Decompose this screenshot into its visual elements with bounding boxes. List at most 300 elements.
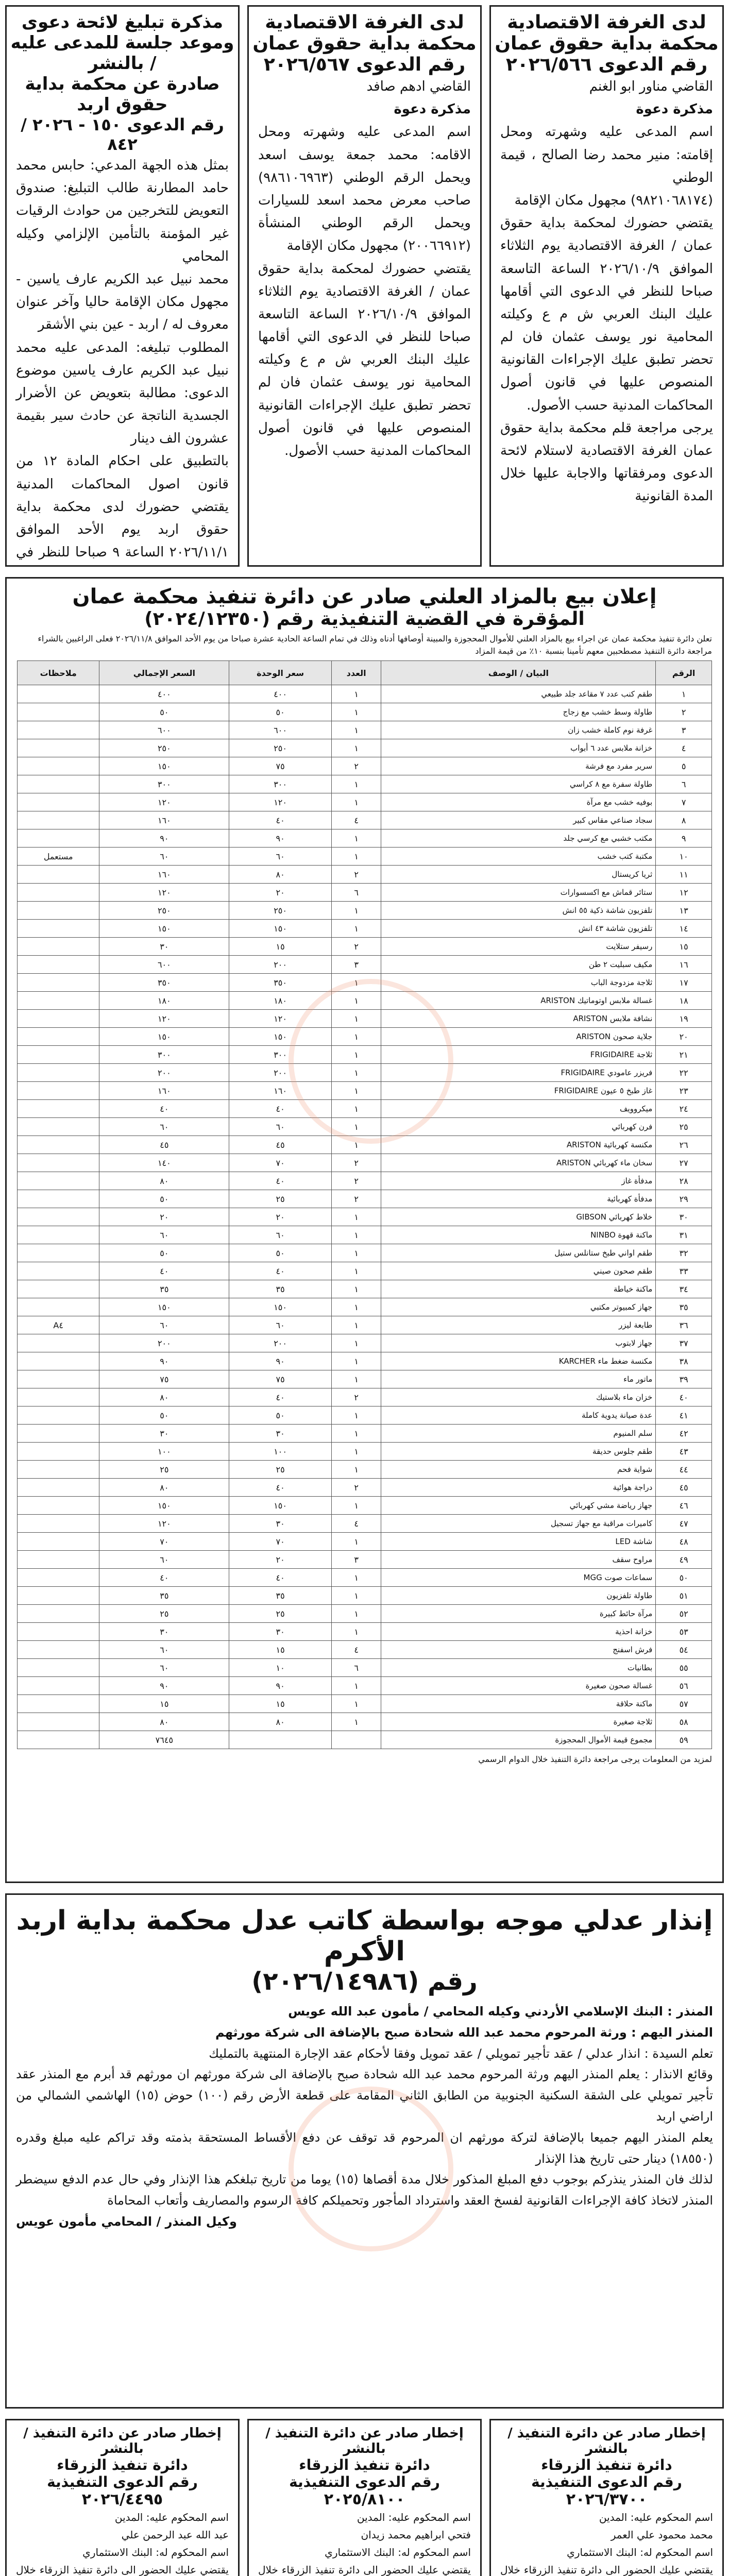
item-total-cell: ١٥٠: [99, 757, 229, 775]
item-notes-cell: [18, 1641, 99, 1659]
item-quantity-cell: ٣: [331, 956, 381, 974]
execution-paragraph: يقتضي عليك الحضور الى دائرة تنفيذ الزرقاء خلال: [500, 2564, 713, 2576]
item-total-cell: ١٢٠: [99, 793, 229, 811]
item-total-cell: ٦٠: [99, 848, 229, 866]
item-unit-price-cell: ٥٠: [229, 1406, 332, 1425]
item-number-cell: ٢: [656, 703, 712, 721]
item-quantity-cell: ١: [331, 1406, 381, 1425]
item-notes-cell: [18, 1226, 99, 1244]
item-number-cell: ١٢: [656, 884, 712, 902]
item-unit-price-cell: ١٢٠: [229, 793, 332, 811]
item-unit-price-cell: ٥٠: [229, 703, 332, 721]
table-row: [18, 1172, 712, 1190]
item-quantity-cell: ١: [331, 992, 381, 1010]
item-quantity-cell: ٢: [331, 866, 381, 884]
item-notes-cell: [18, 1046, 99, 1064]
item-total-cell: ٤٠٠: [99, 685, 229, 703]
item-description-cell: جهاز كمبيوتر مكتبي: [381, 1298, 656, 1316]
item-quantity-cell: ١: [331, 1497, 381, 1515]
item-quantity-cell: ١: [331, 1605, 381, 1623]
item-quantity-cell: ١: [331, 1244, 381, 1262]
execution-notice-1: [489, 2419, 724, 2576]
watermark-ring: [289, 2087, 453, 2251]
warning-paragraph: لذلك فان المنذر ينذركم بوجوب دفع المبلغ المذكور خلال مدة أقصاها (١٥) يوما من تاريخ تبلغكم هذا الإنذار وفي حال عدم الدفع سيضطر المنذر لاتخاذ كافة الإجراءات القانونية لفسخ العقد واسترداد المأجور وتحميلكم كافة الرسوم والمصاريف وأتعاب المحاماة: [16, 2172, 713, 2208]
execution-department: دائرة تنفيذ الزرقاء: [541, 2456, 672, 2473]
item-unit-price-cell: ٤٠: [229, 1569, 332, 1587]
execution-paragraph: يقتضي عليك الحضور الى دائرة تنفيذ الزرقاء خلال: [16, 2564, 229, 2576]
item-total-cell: ٦٠٠: [99, 721, 229, 739]
item-description-cell: طاولة وسط خشب مع زجاج: [381, 703, 656, 721]
item-number-cell: ٥: [656, 757, 712, 775]
table-row: [18, 1659, 712, 1677]
item-description-cell: طقم صحون صيني: [381, 1262, 656, 1280]
item-unit-price-cell: ١٥: [229, 1695, 332, 1713]
item-notes-cell: [18, 1190, 99, 1208]
item-description-cell: دراجة هوائية: [381, 1479, 656, 1497]
table-row: [18, 703, 712, 721]
item-total-cell: ٦٠: [99, 1641, 229, 1659]
table-row: [18, 1226, 712, 1244]
execution-paragraph: اسم المحكوم له: البنك الاستثماري: [82, 2546, 229, 2558]
item-quantity-cell: ٢: [331, 1190, 381, 1208]
item-notes-cell: [18, 1497, 99, 1515]
judge-name: القاضي ادهم صافد: [366, 79, 471, 94]
item-total-cell: ٢٥٠: [99, 739, 229, 757]
item-quantity-cell: ١: [331, 1280, 381, 1298]
table-row: [18, 1370, 712, 1388]
table-header-row: [18, 661, 712, 685]
item-quantity-cell: ١: [331, 1046, 381, 1064]
table-row: [18, 1587, 712, 1605]
item-description-cell: خزانة احذية: [381, 1623, 656, 1641]
item-description-cell: مجموع قيمة الأموال المحجوزة: [381, 1731, 656, 1749]
item-description-cell: بطانيات: [381, 1659, 656, 1677]
execution-paragraph: اسم المحكوم عليه: المدين: [114, 2511, 229, 2523]
item-description-cell: ستائر قماش مع اكسسوارات: [381, 884, 656, 902]
item-number-cell: ٦: [656, 775, 712, 793]
item-notes-cell: مستعمل: [18, 848, 99, 866]
item-notes-cell: [18, 1605, 99, 1623]
item-description-cell: مكنسة كهربائية ARISTON: [381, 1136, 656, 1154]
item-notes-cell: A٤: [18, 1316, 99, 1334]
table-row: [18, 1334, 712, 1352]
item-quantity-cell: ١: [331, 1136, 381, 1154]
table-row: [18, 1569, 712, 1587]
item-total-cell: ٥٠: [99, 703, 229, 721]
item-quantity-cell: ١: [331, 1623, 381, 1641]
item-total-cell: ١٦٠: [99, 811, 229, 829]
item-number-cell: ١١: [656, 866, 712, 884]
item-quantity-cell: ١: [331, 739, 381, 757]
item-unit-price-cell: ١٠: [229, 1659, 332, 1677]
item-description-cell: سرير مفرد مع فرشة: [381, 757, 656, 775]
item-notes-cell: [18, 1100, 99, 1118]
item-notes-cell: [18, 902, 99, 920]
item-unit-price-cell: ٤٠: [229, 811, 332, 829]
item-unit-price-cell: ٣٥: [229, 1587, 332, 1605]
item-description-cell: مرآة حائط كبيرة: [381, 1605, 656, 1623]
item-total-cell: ٣٠٠: [99, 775, 229, 793]
item-description-cell: طابعة ليزر: [381, 1316, 656, 1334]
item-number-cell: ٤١: [656, 1406, 712, 1425]
item-number-cell: ٩: [656, 829, 712, 848]
table-row: [18, 938, 712, 956]
item-total-cell: ٤٠: [99, 1262, 229, 1280]
notice-paragraph: محمد نبيل عبد الكريم عارف ياسين - مجهول مكان الإقامة حاليا وآخر عنوان معروف له / اربد - عين بني الأشقر: [16, 271, 229, 333]
item-notes-cell: [18, 1010, 99, 1028]
item-quantity-cell: ١: [331, 1713, 381, 1731]
item-total-cell: ٢٥٠: [99, 902, 229, 920]
warning-paragraph: وقائع الانذار : يعلم المنذر اليهم ورثة المرحوم محمد عبد الله شحادة صبح بالإضافة الى شركة مورثهم ان مورثهم قد أبرم مع المنذر عقد تأجير تمويلي على الشقة السكنية الجنوبية من الطابق الثاني المقامة على قطعة الأرض رقم (١٠٠) حوض (١٥) الهاشمي الشمالي من اراضي اربد: [16, 2067, 713, 2124]
item-quantity-cell: ١: [331, 1533, 381, 1551]
table-row: [18, 811, 712, 829]
item-number-cell: ١٩: [656, 1010, 712, 1028]
item-unit-price-cell: ٦٠: [229, 848, 332, 866]
item-unit-price-cell: ٢٠: [229, 1208, 332, 1226]
case-number: رقم الدعوى ٢٠٢٦/٥٦٧: [263, 54, 466, 75]
execution-paragraph: اسم المحكوم له: البنك الاستثماري: [567, 2546, 713, 2558]
judge-name: القاضي مناور ابو الغنم: [589, 79, 713, 94]
court-name-1: لدى الغرفة الاقتصادية: [265, 12, 464, 33]
item-description-cell: ماكنة حلاقة: [381, 1695, 656, 1713]
execution-title: إخطار صادر عن دائرة التنفيذ / بالنشر: [23, 2426, 222, 2456]
execution-case-label: رقم الدعوى التنفيذية: [289, 2473, 440, 2490]
item-unit-price-cell: ٧٠: [229, 1533, 332, 1551]
item-quantity-cell: ١: [331, 703, 381, 721]
item-total-cell: ١٥٠: [99, 1298, 229, 1316]
table-row: [18, 1497, 712, 1515]
item-notes-cell: [18, 1406, 99, 1425]
notice-title-line: / بالنشر: [88, 53, 157, 74]
item-total-cell: ٨٠: [99, 1388, 229, 1406]
item-total-cell: ٨٠: [99, 1479, 229, 1497]
table-row: [18, 1352, 712, 1370]
item-quantity-cell: ١: [331, 1298, 381, 1316]
item-number-cell: ٢٦: [656, 1136, 712, 1154]
item-unit-price-cell: ١٢٠: [229, 1010, 332, 1028]
item-unit-price-cell: ٣٠: [229, 1425, 332, 1443]
item-quantity-cell: ١: [331, 1028, 381, 1046]
item-description-cell: غسالة صحون صغيرة: [381, 1677, 656, 1695]
item-notes-cell: [18, 1280, 99, 1298]
item-description-cell: طاولة سفرة مع ٨ كراسي: [381, 775, 656, 793]
item-quantity-cell: ١: [331, 775, 381, 793]
item-unit-price-cell: ٤٠: [229, 1388, 332, 1406]
item-notes-cell: [18, 1515, 99, 1533]
item-unit-price-cell: ٣٠: [229, 1515, 332, 1533]
item-number-cell: ٢١: [656, 1046, 712, 1064]
notice-middle: [247, 5, 482, 567]
item-unit-price-cell: ٦٠: [229, 1316, 332, 1334]
item-quantity-cell: ١: [331, 721, 381, 739]
item-number-cell: ٢٧: [656, 1154, 712, 1172]
table-header-cell: سعر الوحدة: [229, 661, 332, 685]
item-quantity-cell: [331, 1731, 381, 1749]
item-quantity-cell: ١: [331, 829, 381, 848]
item-description-cell: ثلاجة صغيرة: [381, 1713, 656, 1731]
item-number-cell: ٥٠: [656, 1569, 712, 1587]
notice-paragraph: (٩٨٢١٠٦٨١٧٤) مجهول مكان الإقامة: [514, 192, 713, 208]
item-unit-price-cell: ٤٠٠: [229, 685, 332, 703]
item-unit-price-cell: ٧٥: [229, 757, 332, 775]
item-total-cell: ١٥٠: [99, 1497, 229, 1515]
item-notes-cell: [18, 1136, 99, 1154]
case-number: رقم الدعوى ٢٠٢٦/٥٦٦: [505, 54, 708, 75]
item-unit-price-cell: ٩٠: [229, 829, 332, 848]
item-total-cell: ٤٠: [99, 1569, 229, 1587]
item-unit-price-cell: ٢٥: [229, 1190, 332, 1208]
court-name-2: محكمة بداية حقوق عمان: [495, 33, 719, 54]
item-quantity-cell: ٣: [331, 1551, 381, 1569]
court-name-1: لدى الغرفة الاقتصادية: [507, 12, 706, 33]
item-number-cell: ٥٦: [656, 1677, 712, 1695]
item-number-cell: ٤: [656, 739, 712, 757]
table-row: [18, 721, 712, 739]
item-number-cell: ٣١: [656, 1226, 712, 1244]
item-total-cell: ٨٠: [99, 1172, 229, 1190]
item-number-cell: ٨: [656, 811, 712, 829]
execution-paragraph: يقتضي عليك الحضور الى دائرة تنفيذ الزرقاء خلال: [258, 2564, 471, 2576]
notice-paragraph: يقتضي حضورك لمحكمة بداية حقوق عمان / الغرفة الاقتصادية يوم الثلاثاء الموافق ٢٠٢٦/١٠/٩ الساعة التاسعة صباحا للنظر في الدعوى التي أقامها عليك البنك العربي ش م ع وكيلته المحامية نور يوسف عثمان فان لم تحضر تطبق عليك الإجراءات القانونية المنصوص عليها في قانون أصول المحاكمات المدنية حسب الأصول.: [500, 215, 713, 413]
table-header-cell: الرقم: [656, 661, 712, 685]
execution-notice-3: [5, 2419, 240, 2576]
item-quantity-cell: ٢: [331, 1172, 381, 1190]
item-unit-price-cell: ٩٠: [229, 1352, 332, 1370]
table-row: [18, 739, 712, 757]
table-row: [18, 1695, 712, 1713]
item-unit-price-cell: ٧٠: [229, 1154, 332, 1172]
item-total-cell: ٩٠: [99, 829, 229, 848]
item-unit-price-cell: ٣٥: [229, 1280, 332, 1298]
item-total-cell: ٦٠: [99, 1551, 229, 1569]
item-description-cell: شاشة LED: [381, 1533, 656, 1551]
item-total-cell: ٧٥: [99, 1370, 229, 1388]
table-row: [18, 1479, 712, 1497]
item-notes-cell: [18, 1587, 99, 1605]
item-total-cell: ٩٠: [99, 1352, 229, 1370]
item-quantity-cell: ١: [331, 793, 381, 811]
item-total-cell: ٢٠٠: [99, 1334, 229, 1352]
item-quantity-cell: ١: [331, 848, 381, 866]
execution-case-label: رقم الدعوى التنفيذية: [531, 2473, 682, 2490]
item-description-cell: ثريا كريستال: [381, 866, 656, 884]
item-quantity-cell: ١: [331, 902, 381, 920]
item-unit-price-cell: ٢٠٠: [229, 1334, 332, 1352]
item-number-cell: ٣٤: [656, 1280, 712, 1298]
item-notes-cell: [18, 1154, 99, 1172]
item-description-cell: خزانة ملابس عدد ٦ أبواب: [381, 739, 656, 757]
table-row: [18, 793, 712, 811]
warning-signature: وكيل المنذر / المحامي مأمون عويس: [16, 2214, 237, 2229]
item-number-cell: ٥٥: [656, 1659, 712, 1677]
item-notes-cell: [18, 1082, 99, 1100]
item-notes-cell: [18, 1352, 99, 1370]
item-quantity-cell: ٤: [331, 1515, 381, 1533]
court-name-2: محكمة بداية حقوق عمان: [252, 33, 477, 54]
warning-paragraph: يعلم المنذر اليهم جميعا بالإضافة لتركة مورثهم ان المرحوم قد توقف عن دفع الأقساط المستحقة بذمته وقد تراكم عليه مبلغ وقدره (١٨٥٥٠) دينار حتى تاريخ هذا الإنذار: [16, 2130, 713, 2166]
item-quantity-cell: ١: [331, 1569, 381, 1587]
item-unit-price-cell: ١٥٠: [229, 1028, 332, 1046]
item-unit-price-cell: [229, 1731, 332, 1749]
notice-title-line: صادرة عن محكمة بداية: [25, 74, 220, 94]
notice-paragraph: يقتضي حضورك لمحكمة بداية حقوق عمان / الغرفة الاقتصادية يوم الثلاثاء الموافق ٢٠٢٦/١٠/٩ الساعة التاسعة صباحا للنظر في الدعوى التي أقامها عليك البنك العربي ش م ع وكيلته المحامية نور يوسف عثمان فان لم تحضر تطبق عليك الإجراءات القانونية المنصوص عليها في قانون أصول المحاكمات المدنية حسب الأصول.: [258, 261, 471, 459]
item-number-cell: ١٤: [656, 920, 712, 938]
item-unit-price-cell: ٨٠: [229, 866, 332, 884]
item-quantity-cell: ١: [331, 1316, 381, 1334]
item-total-cell: ٢٠: [99, 1208, 229, 1226]
item-total-cell: ١٥٠: [99, 920, 229, 938]
table-row: [18, 1280, 712, 1298]
item-notes-cell: [18, 1028, 99, 1046]
item-description-cell: مكنسة ضغط ماء KARCHER: [381, 1352, 656, 1370]
item-unit-price-cell: ٢٠٠: [229, 956, 332, 974]
table-row: [18, 1190, 712, 1208]
item-quantity-cell: ١: [331, 1118, 381, 1136]
notice-paragraph: اسم المدعى عليه وشهرته ومحل الاقامه: محمد جمعة يوسف اسعد ويحمل الرقم الوطني (٩٨٦١٠٦٩٦٣) صاحب معرض محمد اسعد للسيارات ويحمل الرقم الوطني المنشأة (٢٠٠٦٦٩١٢) مجهول مكان الإقامة: [258, 124, 471, 254]
notice-title-line: مذكرة تبليغ لائحة دعوى: [21, 12, 224, 32]
warning-paragraph: تعلم السيدة : انذار عدلي / عقد تأجير تمويلي / عقد تمويل وفقا لأحكام عقد الإجارة المنتهية بالتمليك: [209, 2046, 713, 2061]
item-number-cell: ٤٣: [656, 1443, 712, 1461]
item-notes-cell: [18, 1172, 99, 1190]
item-quantity-cell: ١: [331, 1082, 381, 1100]
item-unit-price-cell: ٤٠: [229, 1262, 332, 1280]
item-notes-cell: [18, 1695, 99, 1713]
item-number-cell: ٥٣: [656, 1623, 712, 1641]
item-number-cell: ١٣: [656, 902, 712, 920]
table-row: [18, 1298, 712, 1316]
item-description-cell: ميكروويف: [381, 1100, 656, 1118]
item-total-cell: ١٤٠: [99, 1154, 229, 1172]
item-quantity-cell: ١: [331, 685, 381, 703]
item-total-cell: ٤٠: [99, 1100, 229, 1118]
item-total-cell: ٢٠٠: [99, 1064, 229, 1082]
item-number-cell: ١٨: [656, 992, 712, 1010]
item-description-cell: فريزر عامودي FRIGIDAIRE: [381, 1064, 656, 1082]
table-row: [18, 1641, 712, 1659]
table-row: [18, 1623, 712, 1641]
item-description-cell: سجاد صناعي مقاس كبير: [381, 811, 656, 829]
item-number-cell: ١٦: [656, 956, 712, 974]
item-unit-price-cell: ٢٥: [229, 1461, 332, 1479]
item-description-cell: طاولة تلفزيون: [381, 1587, 656, 1605]
item-number-cell: ٢٨: [656, 1172, 712, 1190]
table-header-cell: ملاحظات: [18, 661, 99, 685]
item-total-cell: ٦٠: [99, 1226, 229, 1244]
item-number-cell: ٥١: [656, 1587, 712, 1605]
item-description-cell: نشافة ملابس ARISTON: [381, 1010, 656, 1028]
execution-case-label: رقم الدعوى التنفيذية: [47, 2473, 198, 2490]
item-notes-cell: [18, 884, 99, 902]
notice-paragraph: بمثل هذه الجهة المدعي: حابس محمد حامد المطارنة طالب التبليغ: صندوق التعويض للتخرجين من حوادث الرقيات غير المؤمنة بالتأمين الإلزامي وكيله المحامي: [16, 158, 229, 264]
notice-left: [5, 5, 240, 567]
item-total-cell: ١٢٠: [99, 1515, 229, 1533]
table-row: [18, 1388, 712, 1406]
item-unit-price-cell: ١٥: [229, 938, 332, 956]
item-number-cell: ٢٣: [656, 1082, 712, 1100]
item-notes-cell: [18, 757, 99, 775]
item-notes-cell: [18, 1262, 99, 1280]
item-total-cell: ٣٠: [99, 1623, 229, 1641]
item-description-cell: تلفزيون شاشة ٤٣ انش: [381, 920, 656, 938]
item-unit-price-cell: ٥٠: [229, 1244, 332, 1262]
item-notes-cell: [18, 1388, 99, 1406]
item-unit-price-cell: ١٥: [229, 1641, 332, 1659]
item-total-cell: ٣٥: [99, 1587, 229, 1605]
table-row: [18, 1677, 712, 1695]
item-total-cell: ٥٠: [99, 1406, 229, 1425]
item-number-cell: ٣٣: [656, 1262, 712, 1280]
item-notes-cell: [18, 938, 99, 956]
item-total-cell: ٦٠٠: [99, 956, 229, 974]
item-notes-cell: [18, 793, 99, 811]
execution-case-number: ٢٠٢٥/٨١٠٠: [324, 2490, 405, 2509]
item-quantity-cell: ٢: [331, 1479, 381, 1497]
item-notes-cell: [18, 992, 99, 1010]
item-description-cell: ماكنة قهوة NINBO: [381, 1226, 656, 1244]
table-row: [18, 1425, 712, 1443]
item-notes-cell: [18, 866, 99, 884]
item-quantity-cell: ١: [331, 920, 381, 938]
item-unit-price-cell: ٤٠: [229, 1172, 332, 1190]
item-description-cell: جهاز لابتوب: [381, 1334, 656, 1352]
notice-right: [489, 5, 724, 567]
item-quantity-cell: ١: [331, 1443, 381, 1461]
item-number-cell: ٥٤: [656, 1641, 712, 1659]
item-description-cell: ثلاجة FRIGIDAIRE: [381, 1046, 656, 1064]
table-row: [18, 884, 712, 902]
table-header-cell: البيان / الوصف: [381, 661, 656, 685]
item-description-cell: سلم المنيوم: [381, 1425, 656, 1443]
item-notes-cell: [18, 685, 99, 703]
execution-department: دائرة تنفيذ الزرقاء: [57, 2456, 188, 2473]
item-notes-cell: [18, 829, 99, 848]
item-total-cell: ٣٠: [99, 938, 229, 956]
item-description-cell: عدة صيانة يدوية كاملة: [381, 1406, 656, 1425]
item-number-cell: ٣٨: [656, 1352, 712, 1370]
item-total-cell: ١٢٠: [99, 1010, 229, 1028]
item-notes-cell: [18, 1244, 99, 1262]
item-quantity-cell: ١: [331, 1208, 381, 1226]
item-notes-cell: [18, 811, 99, 829]
item-number-cell: ٤٠: [656, 1388, 712, 1406]
item-notes-cell: [18, 1064, 99, 1082]
item-unit-price-cell: ٣٠٠: [229, 1046, 332, 1064]
item-description-cell: مكتب خشبي مع كرسي جلد: [381, 829, 656, 848]
item-unit-price-cell: ٧٥: [229, 1370, 332, 1388]
item-number-cell: ٢٠: [656, 1028, 712, 1046]
auction-footer: لمزيد من المعلومات يرجى مراجعة دائرة التنفيذ خلال الدوام الرسمي: [478, 1754, 712, 1764]
item-quantity-cell: ٤: [331, 1641, 381, 1659]
item-description-cell: ماكنة خياطة: [381, 1280, 656, 1298]
item-quantity-cell: ١: [331, 1370, 381, 1388]
table-row: [18, 1731, 712, 1749]
item-description-cell: خلاط كهربائي GIBSON: [381, 1208, 656, 1226]
item-notes-cell: [18, 1298, 99, 1316]
item-notes-cell: [18, 1479, 99, 1497]
item-description-cell: غاز طبخ ٥ عيون FRIGIDAIRE: [381, 1082, 656, 1100]
execution-paragraph: محمد محمود علي العمر: [611, 2529, 713, 2541]
item-notes-cell: [18, 703, 99, 721]
item-quantity-cell: ١: [331, 1352, 381, 1370]
item-total-cell: ٩٠: [99, 1677, 229, 1695]
item-notes-cell: [18, 1551, 99, 1569]
table-row: [18, 757, 712, 775]
item-total-cell: ١٨٠: [99, 992, 229, 1010]
table-row: [18, 775, 712, 793]
item-number-cell: ٣٥: [656, 1298, 712, 1316]
item-total-cell: ٦٠: [99, 1316, 229, 1334]
table-row: [18, 920, 712, 938]
